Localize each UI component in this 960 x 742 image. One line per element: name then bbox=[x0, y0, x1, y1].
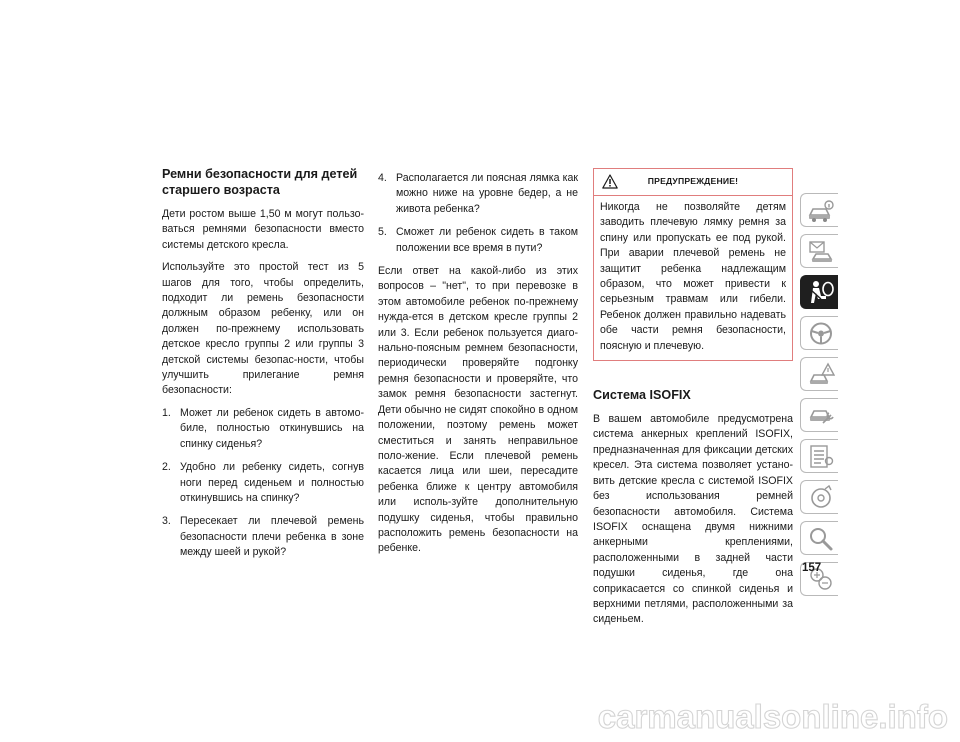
car-mail-icon bbox=[807, 238, 835, 265]
isofix-paragraph: В вашем автомобиле предусмотрена система анкерных креплений ISOFIX, предназначенная для фиксации детских кресел. Эта система позволяет устано-вить детские кресла с системой ISOFIX без использования ремней безопасности автомобиля. Система ISOFIX оснащена двумя нижними анкерными креплениями, расположенными в задней части подушки сиденья, где она соприкасается со спинкой сиденья и верхними петлями, расположенными за сиденьем. bbox=[593, 413, 793, 626]
step-text: Может ли ребенок сидеть в автомо-биле, полностью откинувшись на спинку сиденья? bbox=[180, 406, 364, 450]
steps-list-1 bbox=[162, 406, 364, 561]
tab-emergency[interactable] bbox=[800, 357, 838, 391]
section-heading-older-children-belts: Ремни безопасности для детей старшего возраста bbox=[162, 167, 358, 197]
tab-service[interactable] bbox=[800, 398, 838, 432]
tab-car-mail[interactable] bbox=[800, 234, 838, 268]
middle-column bbox=[378, 171, 578, 564]
steering-wheel-icon bbox=[807, 320, 835, 347]
left-column bbox=[162, 166, 364, 569]
warning-box bbox=[593, 168, 793, 361]
step-number: 2. bbox=[162, 461, 171, 474]
warning-triangle-icon bbox=[602, 174, 618, 189]
step-item bbox=[162, 406, 364, 452]
watermark-logo bbox=[560, 696, 950, 736]
step-item bbox=[162, 514, 364, 560]
step-text: Удобно ли ребенку сидеть, согнув ноги перед сиденьем и полностью откинувшись на спинку? bbox=[180, 461, 364, 504]
car-service-icon bbox=[807, 402, 835, 429]
step-item bbox=[378, 171, 578, 217]
watermark-text: carmanualsonline.info bbox=[597, 698, 948, 735]
warning-text: Никогда не позволяйте детям заводить плечевую лямку ремня за спину или пропускать ее под рукой. При аварии плечевой ремень не защитит ребенка надлежащим образом, что может привести к серьезным травмам или гибели. Ребенок должен правильно надевать обе части ремня безопасности, поясную и плечевую. bbox=[600, 201, 786, 352]
step-item bbox=[162, 460, 364, 506]
step-number: 3. bbox=[162, 515, 171, 528]
tab-multimedia[interactable] bbox=[800, 480, 838, 514]
right-column bbox=[593, 168, 793, 635]
step-number: 4. bbox=[378, 172, 387, 184]
advice-paragraph: Если ответ на какой-либо из этих вопросов – "нет", то при перевозке в этом автомобиле ребенок по-прежнему нужда-ется в детском кресле группы 2 или 3. Если ребенок пользуется диаго-нально-поясным ремнем безопасности, периодически проверяйте подгонку ремня безопасности и проверяйте, что замок ремня безопасности застегнут. Дети обычно не сидят спокойно в одном положении, поэтому ремень может сместиться и занять неправильное поло-жение. Если плечевой ремень касается лица или шеи, пересадите ребенка ближе к центру автомобиля или исполь-зуйте дополнительную подушку сиденья, чтобы правильно расположить ремень безопасности на ребенке. bbox=[378, 265, 578, 555]
tab-driving[interactable] bbox=[800, 316, 838, 350]
tab-car-info[interactable] bbox=[800, 193, 838, 227]
section-heading-isofix: Система ISOFIX bbox=[593, 388, 691, 403]
airbag-person-icon bbox=[807, 279, 835, 306]
step-text: Пересекает ли плечевой ремень безопасности плечи ребенка в зоне между шеей и рукой? bbox=[180, 515, 364, 559]
step-item bbox=[378, 225, 578, 256]
search-index-icon bbox=[807, 525, 835, 552]
warning-header bbox=[594, 169, 792, 196]
chapter-tabs bbox=[800, 193, 840, 603]
step-text: Сможет ли ребенок сидеть в таком положении все время в пути? bbox=[396, 226, 578, 254]
step-number: 1. bbox=[162, 406, 171, 419]
step-number: 5. bbox=[378, 226, 387, 239]
warning-car-icon bbox=[807, 361, 835, 388]
tab-specifications[interactable] bbox=[800, 439, 838, 473]
tab-safety[interactable] bbox=[800, 275, 838, 309]
intro-paragraph: Дети ростом выше 1,50 м могут пользо-ваться ремнями безопасности вместо системы детского кресла. bbox=[162, 208, 364, 251]
multimedia-icon bbox=[807, 484, 835, 511]
tab-index[interactable] bbox=[800, 521, 838, 555]
page-number: 157 bbox=[802, 562, 822, 574]
steps-list-2 bbox=[378, 171, 578, 256]
warning-title: ПРЕДУПРЕЖДЕНИЕ! bbox=[647, 176, 739, 187]
step-text: Располагается ли поясная лямка как можно ниже на уровне бедер, а не живота ребенка? bbox=[396, 172, 578, 215]
car-info-icon bbox=[807, 197, 835, 224]
specifications-list-icon bbox=[807, 443, 835, 470]
test-intro-paragraph: Используйте это простой тест из 5 шагов для того, чтобы определить, подходит ли ремень безопасности должным образом ребенку, или он должен по-прежнему использовать детское кресло группы 2 или группы 3 детской системы безопас-ности, чтобы улучшить прилегание ремня безопасности: bbox=[162, 261, 364, 397]
